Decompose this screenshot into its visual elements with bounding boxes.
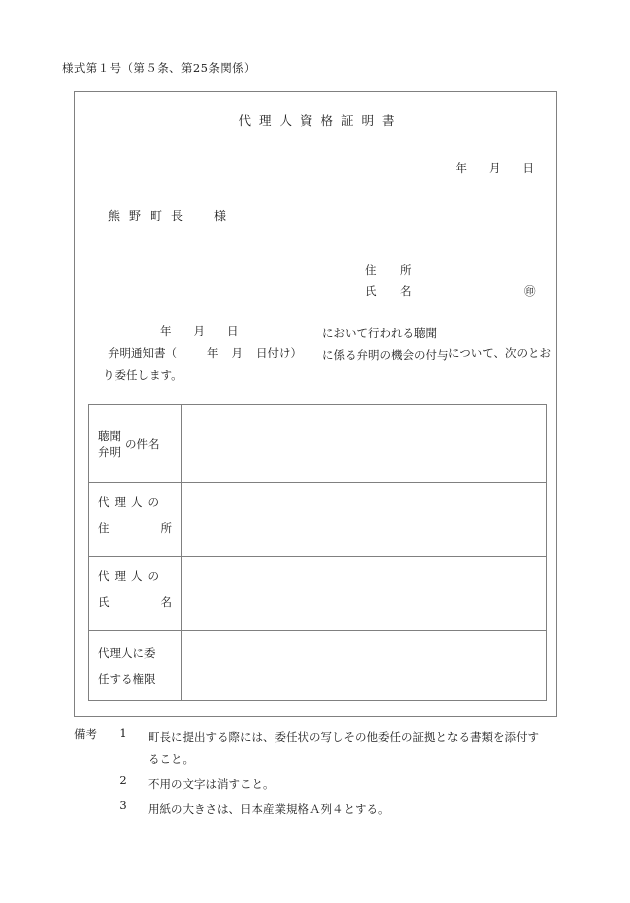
list-item [116,726,574,770]
agent-address-label-line1: 代理人の [98,495,164,509]
subject-label-lower: 弁明 [98,444,121,459]
agent-name-label-line2 [98,589,173,624]
hearing-date-month: 月 [193,324,205,338]
document-title: 代理人資格証明書 [238,113,403,128]
agent-name-label-line2-a: 氏 [98,595,110,609]
alternative-phrase-stack [322,322,449,366]
table-row [89,631,547,701]
row-label-agent-authority [89,631,182,701]
agent-name-label-line2-b: 名 [160,595,172,609]
addressee-name: 熊野町長 [108,209,193,223]
seal-icon: ㊞ [524,284,536,298]
list-item [116,773,574,795]
remark-number-2: 2 [119,773,127,787]
alternative-phrase-lower: に係る弁明の機会の付与 [322,348,449,362]
issue-date-line [456,160,535,176]
addressee-honorific: 様 [214,209,227,223]
row-value-agent-authority[interactable] [182,631,547,701]
remark-number-1: 1 [119,726,127,740]
remark-text-1-main: 町長に提出する際には、委任状の写しその他委任の証拠となる書類を添付す [148,730,539,744]
hearing-date-fields [160,320,239,343]
remarks-list [116,726,574,823]
agent-authority-label [98,640,173,692]
row-label-agent-name [89,557,182,631]
notice-month: 月 [231,346,243,360]
subject-label-upper: 聴聞 [98,428,121,443]
table-row [89,405,547,483]
agent-authority-label-line1: 代理人に委 [98,645,156,660]
applicant-block [365,260,536,302]
subject-label-stack [98,428,173,460]
issue-date-day: 日 [522,161,534,175]
hearing-date-day: 日 [227,324,239,338]
remark-text-1 [148,726,574,770]
table-row [89,483,547,557]
notice-prefix: 弁明通知書（ [108,346,177,360]
applicant-address-label: 住 所 [365,263,418,277]
remark-text-3: 用紙の大きさは、日本産業規格Ａ列４とする。 [148,802,390,816]
issue-date-month: 月 [489,161,501,175]
agent-address-label-line2-a: 住 [98,521,110,535]
table-row [89,557,547,631]
applicant-name-label: 氏 名 [365,284,418,298]
alternative-phrase-upper: において行われる聴聞 [322,326,437,340]
subject-label-tail: の件名 [125,436,160,451]
entry-table [88,404,547,701]
body-after-stack: について、次のとお [448,346,552,360]
remark-number-3: 3 [119,798,127,812]
hearing-date-year: 年 [160,324,172,338]
body-paragraph [103,320,553,382]
addressee [108,207,226,224]
notice-day: 日付け） [256,346,302,360]
remarks-heading: 備考 [74,727,97,741]
notice-year: 年 [207,346,219,360]
agent-name-label [98,563,173,624]
row-label-agent-address [89,483,182,557]
agent-address-label [98,489,173,550]
remark-text-2: 不用の文字は消すこと。 [148,777,275,791]
applicant-address-row [365,260,418,281]
row-value-agent-address[interactable] [182,483,547,557]
notice-document-fields [108,343,302,364]
body-line-2 [103,326,553,364]
remark-text-1-cont: ること。 [148,752,194,766]
form-outer-box [74,91,557,717]
agent-address-label-line2 [98,515,173,550]
list-item [116,798,574,820]
form-number: 様式第１号（第５条、第25条関係） [62,61,256,75]
applicant-name-row [365,281,536,302]
agent-authority-label-line2: 任する権限 [98,671,156,686]
row-label-subject [89,405,182,483]
body-line-3: り委任します。 [103,368,183,382]
issue-date-year: 年 [455,161,467,175]
agent-name-label-line1: 代理人の [98,569,164,583]
row-value-agent-name[interactable] [182,557,547,631]
agent-address-label-line2-b: 所 [160,521,172,535]
row-value-subject[interactable] [182,405,547,483]
